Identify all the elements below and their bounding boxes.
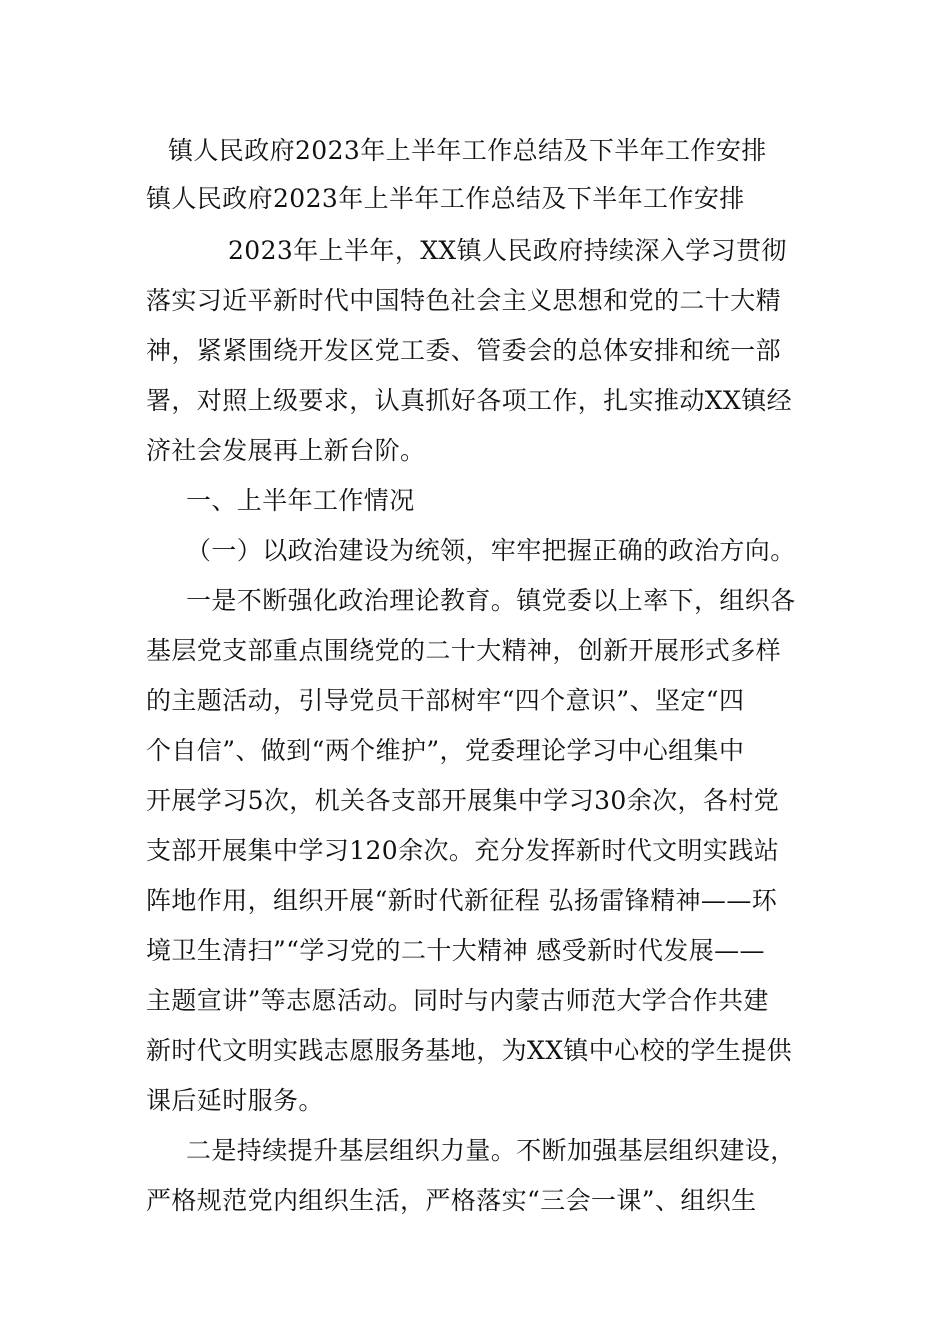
intro-line: 落实习近平新时代中国特色社会主义思想和党的二十大精: [146, 286, 782, 315]
intro-line: 济社会发展再上新台阶。: [146, 436, 426, 465]
body-line: 严格规范党内组织生活，严格落实“三会一课”、组织生: [146, 1186, 757, 1215]
body-line: 新时代文明实践志愿服务基地，为XX镇中心校的学生提供: [146, 1036, 792, 1065]
body-line: 个自信”、做到“两个维护”，党委理论学习中心组集中: [146, 736, 745, 765]
body-line: 阵地作用，组织开展“新时代新征程 弘扬雷锋精神——环: [146, 886, 778, 915]
intro-line: 署，对照上级要求，认真抓好各项工作，扎实推动XX镇经: [146, 386, 792, 415]
body-line: 的主题活动，引导党员干部树牢“四个意识”、坚定“四: [146, 686, 745, 715]
intro-line: 2023年上半年，XX镇人民政府持续深入学习贯彻: [228, 236, 787, 265]
document-title: 镇人民政府2023年上半年工作总结及下半年工作安排: [168, 136, 767, 165]
body-line: 支部开展集中学习120余次。充分发挥新时代文明实践站: [146, 836, 780, 865]
body-line: 主题宣讲”等志愿活动。同时与内蒙古师范大学合作共建: [146, 986, 769, 1015]
body-line: 境卫生清扫”“学习党的二十大精神 感受新时代发展——: [146, 936, 765, 965]
body-line: 课后延时服务。: [146, 1086, 324, 1115]
body-line: 一是不断强化政治理论教育。镇党委以上率下，组织各: [186, 586, 796, 615]
intro-line: 神，紧紧围绕开发区党工委、管委会的总体安排和统一部: [146, 336, 782, 365]
document-subtitle: 镇人民政府2023年上半年工作总结及下半年工作安排: [146, 184, 745, 213]
subsection-heading: （一）以政治建设为统领，牢牢把握正确的政治方向。: [186, 536, 796, 565]
section-heading: 一、上半年工作情况: [186, 486, 415, 515]
body-line: 开展学习5次，机关各支部开展集中学习30余次，各村党: [146, 786, 780, 815]
body-line: 二是持续提升基层组织力量。不断加强基层组织建设，: [186, 1136, 796, 1165]
body-line: 基层党支部重点围绕党的二十大精神，创新开展形式多样: [146, 636, 782, 665]
